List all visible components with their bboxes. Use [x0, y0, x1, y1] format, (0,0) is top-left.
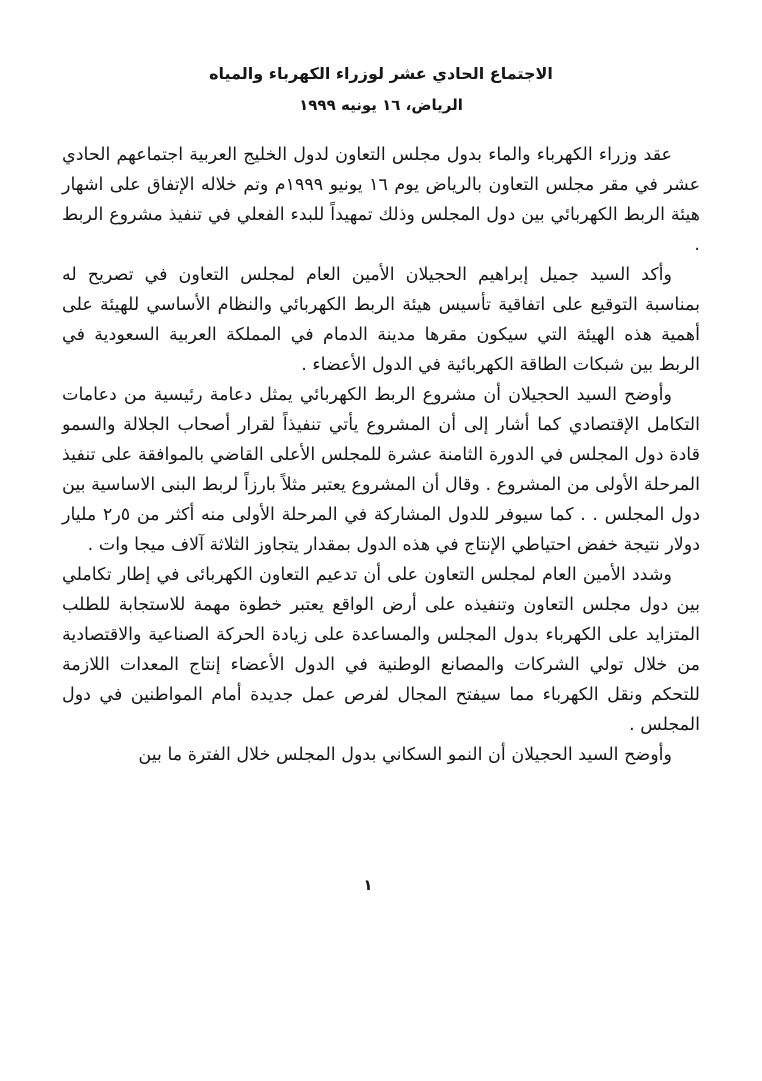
- body-paragraph-3: وأوضح السيد الحجيلان أن مشروع الربط الكهربائي يمثل دعامة رئيسية من دعامات التكامل الإقتصادي كما أشار إلى أن المشروع يأتي تنفيذاً لقرار أصحاب الجلالة والسمو قادة دول المجلس في الدورة الثامنة عشرة للمجلس الأعلى القاضي بالموافقة على تنفيذ المرحلة الأولى من المشروع . وقال أن المشروع يعتبر مثلاً بارزاً لربط البنى الاساسية بين دول المجلس . . كما سيوفر للدول المشاركة في المرحلة الأولى منه أكثر من ٥ر٢ مليار دولار نتيجة خفض احتياطي الإنتاج في هذه الدول بمقدار يتجاوز الثلاثة آلاف ميجا وات .: [62, 385, 701, 555]
- document-title-line-1: الاجتماع الحادي عشر لوزراء الكهرباء والمياه: [209, 64, 553, 83]
- body-paragraph-1: عقد وزراء الكهرباء والماء بدول مجلس التعاون لدول الخليج العربية اجتماعهم الحادي عشر في مقر مجلس التعاون بالرياض يوم ١٦ يونيو ١٩٩٩م وتم خلاله الإتفاق على اشهار هيئة الربط الكهربائي بين دول المجلس وذلك تمهيداً للبدء الفعلي في تنفيذ مشروع الربط .: [62, 145, 701, 255]
- body-paragraph-2: وأكد السيد جميل إبراهيم الحجيلان الأمين العام لمجلس التعاون في تصريح له بمناسبة التوقيع على اتفاقية تأسيس هيئة الربط الكهربائي والنظام الأساسي للهيئة على أهمية هذه الهيئة التي سيكون مقرها مدينة الدمام في المملكة العربية السعودية في الربط بين شبكات الطاقة الكهربائية في الدول الأعضاء .: [62, 265, 700, 375]
- document-body: [62, 140, 700, 770]
- body-paragraph-4: وشدد الأمين العام لمجلس التعاون على أن تدعيم التعاون الكهربائى في إطار تكاملي بين دول مجلس التعاون وتنفيذه على أرض الواقع يعتبر خطوة مهمة للاستجابة للطلب المتزايد على الكهرباء بدول المجلس والمساعدة على زيادة الحركة الصناعية والاقتصادية من خلال تولي الشركات والمصانع الوطنية في الدول الأعضاء إنتاج المعدات اللازمة للتحكم ونقل الكهرباء مما سيفتح المجال لفرص عمل جديدة أمام المواطنين في دول المجلس .: [62, 565, 700, 735]
- document-title-line-2: الرياض، ١٦ يونيه ١٩٩٩: [299, 96, 463, 114]
- body-paragraph-5: وأوضح السيد الحجيلان أن النمو السكاني بدول المجلس خلال الفترة ما بين: [138, 745, 672, 765]
- page-number: ١: [363, 876, 373, 894]
- document-header: [0, 0, 762, 114]
